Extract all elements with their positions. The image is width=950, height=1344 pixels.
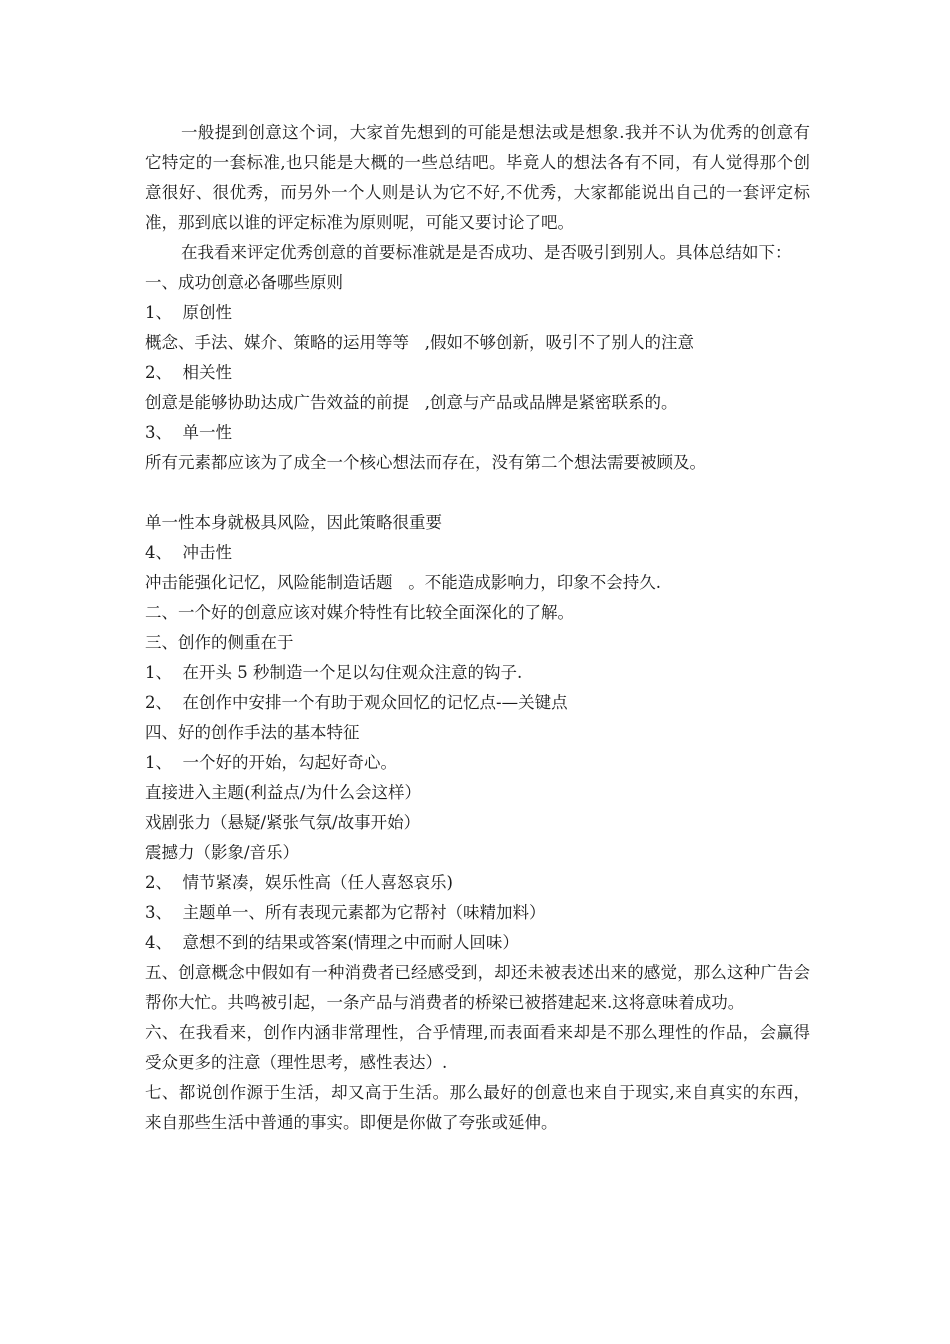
paragraph-intro: 一般提到创意这个词，大家首先想到的可能是想法或是想象.我并不认为优秀的创意有它特定的一套标准,也只能是大概的一些总结吧。毕竟人的想法各有不同，有人觉得那个创意很好、很优秀，而另外一个人则是认为它不好,不优秀，大家都能说出自己的一套评定标准，那到底以谁的评定标准为原则呢，可能又要讨论了吧。 <box>145 123 810 232</box>
section-heading-1: 一、成功创意必备哪些原则 <box>145 273 343 292</box>
section-heading-3: 三、创作的侧重在于 <box>145 633 294 652</box>
list-item: 1、 原创性 <box>145 303 232 322</box>
section-paragraph-5: 五、创意概念中假如有一种消费者已经感受到，却还未被表述出来的感觉，那么这种广告会帮你大忙。共鸣被引起，一条产品与消费者的桥梁已被搭建起来.这将意味着成功。 <box>145 963 810 1012</box>
paragraph-summary: 在我看来评定优秀创意的首要标准就是是否成功、是否吸引到别人。具体总结如下： <box>181 243 792 262</box>
list-item-body: 冲击能强化记忆，风险能制造话题 。不能造成影响力，印象不会持久. <box>145 573 661 592</box>
section-paragraph-7: 七、都说创作源于生活，却又高于生活。那么最好的创意也来自于现实,来自真实的东西，来自那些生活中普通的事实。即便是你做了夸张或延伸。 <box>145 1083 810 1132</box>
list-item-body: 直接进入主题(利益点/为什么会这样） <box>145 783 421 802</box>
list-item-body: 单一性本身就极具风险，因此策略很重要 <box>145 513 442 532</box>
list-item-body: 震撼力（影象/音乐） <box>145 843 300 862</box>
list-item-body: 戏剧张力（悬疑/紧张气氛/故事开始） <box>145 813 421 832</box>
list-item: 2、 相关性 <box>145 363 232 382</box>
section-heading-4: 四、好的创作手法的基本特征 <box>145 723 360 742</box>
list-item: 3、 主题单一、所有表现元素都为它帮衬（味精加料） <box>145 903 546 922</box>
list-item: 2、 情节紧凑，娱乐性高（任人喜怒哀乐) <box>145 873 453 892</box>
section-paragraph-6: 六、在我看来，创作内涵非常理性，合乎情理,而表面看来却是不那么理性的作品，会赢得受众更多的注意（理性思考，感性表达）. <box>145 1023 810 1072</box>
list-item: 2、 在创作中安排一个有助于观众回忆的记忆点-—关键点 <box>145 693 568 712</box>
list-item-body: 所有元素都应该为了成全一个核心想法而存在，没有第二个想法需要被顾及。 <box>145 453 706 472</box>
section-heading-2: 二、一个好的创意应该对媒介特性有比较全面深化的了解。 <box>145 603 574 622</box>
list-item-body: 概念、手法、媒介、策略的运用等等 ,假如不够创新，吸引不了别人的注意 <box>145 333 694 352</box>
document-body <box>145 118 810 1138</box>
list-item: 1、 一个好的开始，勾起好奇心。 <box>145 753 397 772</box>
list-item-body: 创意是能够协助达成广告效益的前提 ,创意与产品或品牌是紧密联系的。 <box>145 393 678 412</box>
list-item: 4、 冲击性 <box>145 543 232 562</box>
list-item: 3、 单一性 <box>145 423 232 442</box>
blank-line <box>145 478 810 508</box>
list-item: 4、 意想不到的结果或答案(情理之中而耐人回味） <box>145 933 519 952</box>
list-item: 1、 在开头 5 秒制造一个足以勾住观众注意的钩子. <box>145 663 523 682</box>
